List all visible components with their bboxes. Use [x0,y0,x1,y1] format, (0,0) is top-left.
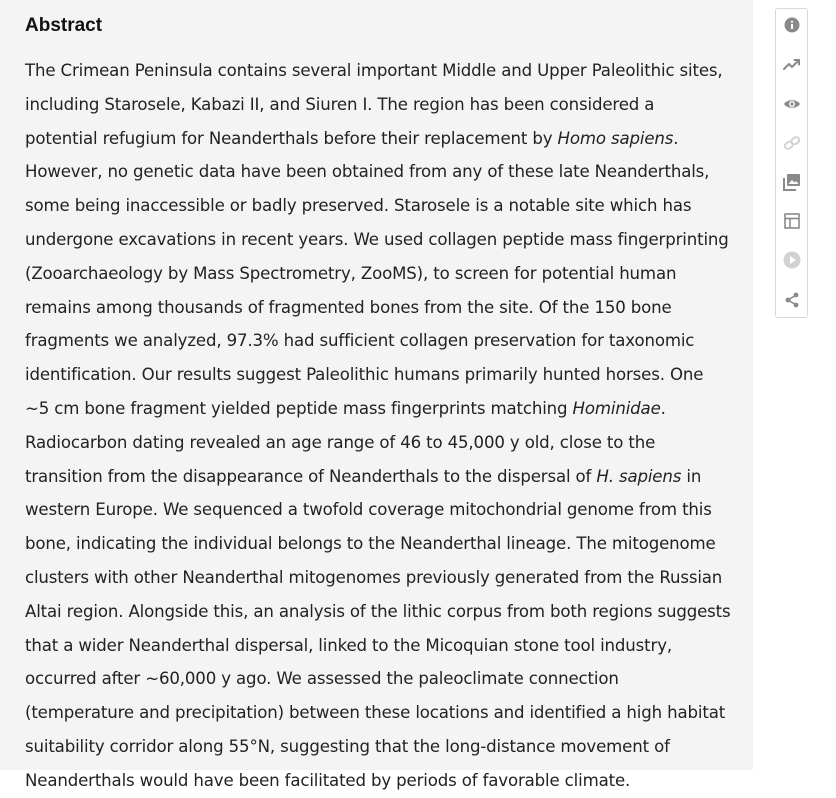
image-icon [783,173,801,191]
info-icon [784,17,800,33]
article-toolbar [775,8,808,318]
abstract-heading: Abstract [25,15,103,36]
table-icon [784,213,800,229]
abstract-text-segment: in western Europe. We sequenced a twofold coverage mitochondrial genome from this bone, indicating the individual belongs to the Neanderthal lineage. The mitogenome clusters with other Neanderthal mitogenomes previously generated from the Russian Altai region. Alongside this, an analysis of the lithic corpus from both regions suggests that a wider Neanderthal dispersal, linked to the Micoquian stone tool industry, occurred after ~60,000 y ago. We assessed the paleoclimate connection (temperature and precipitation) between these locations and identified a high habitat suitability corridor along 55°N, suggesting that the long-distance movement of Neanderthals would have been facilitated by periods of favorable climate. [25,466,731,790]
link-icon [783,136,801,150]
abstract-text-segment: The Crimean Peninsula contains several important Middle and Upper Paleolithic sites, including Starosele, Kabazi II, and Siuren I. The region has been considered a potential refugium for Neanderthals before their replacement by [25,61,723,148]
media-button[interactable] [776,248,807,272]
tables-button[interactable] [776,209,807,233]
play-icon [783,251,801,269]
eye-icon [783,98,801,110]
share-button[interactable] [776,288,807,312]
link-button[interactable] [776,131,807,155]
abstract-text-segment: . Radiocarbon dating revealed an age range of 46 to 45,000 y old, close to the transition from the disappearance of Neanderthals to the dispersal of [25,398,666,486]
abstract-text-italic-segment: Hominidae [572,398,661,418]
abstract-text [25,54,731,798]
trend-icon [783,57,801,71]
view-button[interactable] [776,92,807,116]
abstract-text-italic-segment: H. sapiens [596,466,682,486]
share-icon [784,292,800,308]
info-button[interactable] [776,13,807,37]
abstract-text-segment: . However, no genetic data have been obtained from any of these late Neanderthals, some being inaccessible or badly preserved. Starosele is a notable site which has undergone excavations in recent years. We used collagen peptide mass fingerprinting (Zooarchaeology by Mass Spectrometry, ZooMS), to screen for potential human remains among thousands of fragmented bones from the site. Of the 150 bone fragments we analyzed, 97.3% had sufficient collagen preservation for taxonomic identification. Our results suggest Paleolithic humans primarily hunted horses. One ~5 cm bone fragment yielded peptide mass fingerprints matching [25,128,729,418]
abstract-text-italic-segment: Homo sapiens [557,128,674,148]
images-button[interactable] [776,170,807,194]
metrics-button[interactable] [776,52,807,76]
